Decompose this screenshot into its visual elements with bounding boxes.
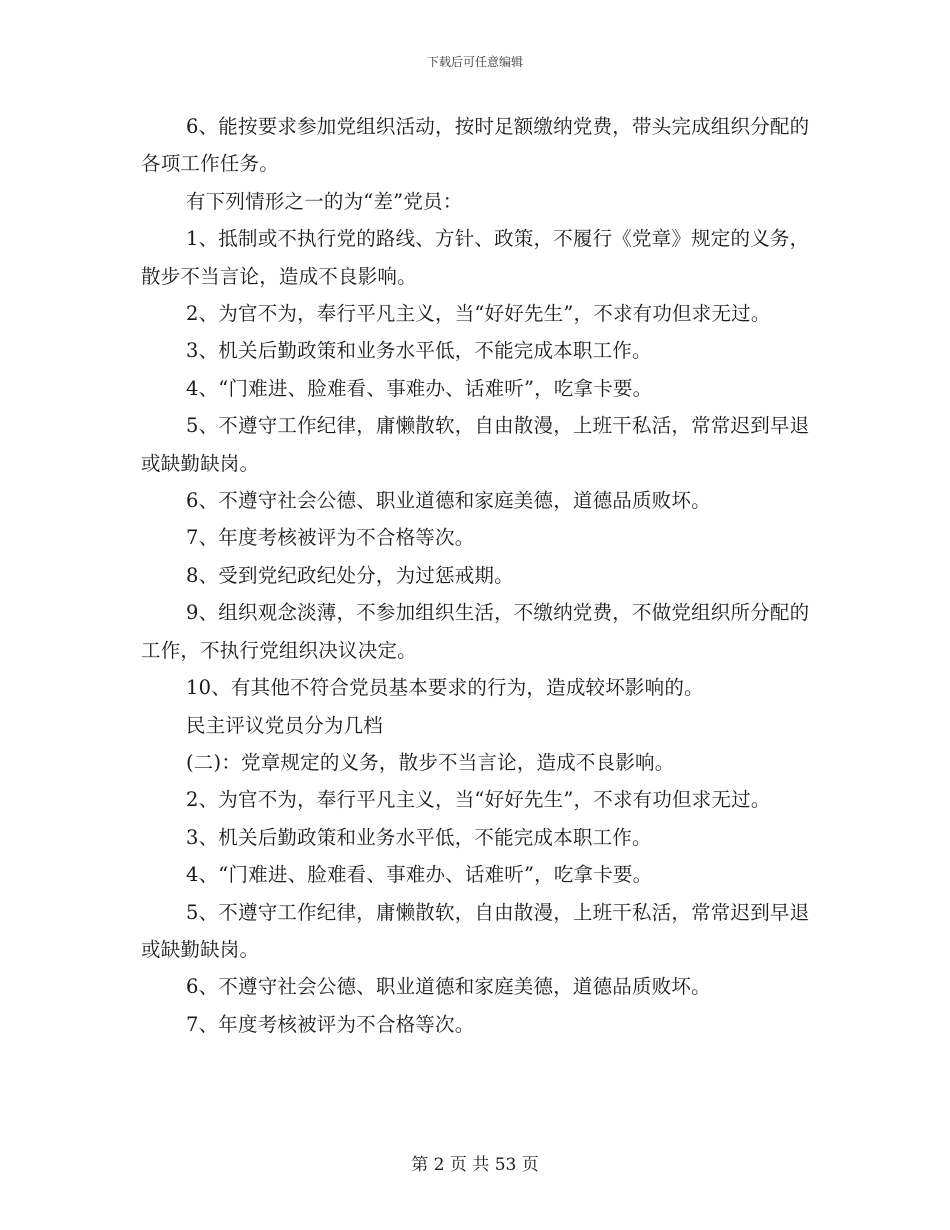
paragraph: 1、抵制或不执行党的路线、方针、政策，不履行《党章》规定的义务，散步不当言论，造成不良影响。: [141, 227, 810, 288]
paragraph: 3、机关后勤政策和业务水平低，不能完成本职工作。: [186, 339, 652, 363]
header-note: 下载后可任意编辑: [426, 55, 523, 69]
paragraph: 6、不遵守社会公德、职业道德和家庭美德，道德品质败坏。: [186, 489, 711, 513]
paragraph: 6、能按要求参加党组织活动，按时足额缴纳党费，带头完成组织分配的各项工作任务。: [141, 115, 810, 176]
page-number: 第 2 页 共 53 页: [411, 1155, 539, 1175]
paragraph: 3、机关后勤政策和业务水平低，不能完成本职工作。: [186, 825, 652, 849]
paragraph: 有下列情形之一的为“差”党员：: [186, 189, 463, 213]
paragraph: 5、不遵守工作纪律，庸懒散软，自由散漫，上班干私活，常常迟到早退或缺勤缺岗。: [141, 900, 810, 961]
paragraph: 7、年度考核被评为不合格等次。: [186, 1012, 475, 1036]
paragraph: 10、有其他不符合党员基本要求的行为，造成较坏影响的。: [186, 676, 704, 700]
paragraph: 4、“门难进、脸难看、事难办、话难听”，吃拿卡要。: [186, 863, 653, 887]
paragraph: 2、为官不为，奉行平凡主义，当“好好先生”，不求有功但求无过。: [186, 788, 771, 812]
paragraph: 8、受到党纪政纪处分，为过惩戒期。: [186, 563, 514, 587]
paragraph: 民主评议党员分为几档: [186, 713, 384, 737]
paragraph: 2、为官不为，奉行平凡主义，当“好好先生”，不求有功但求无过。: [186, 302, 771, 326]
paragraph: 9、组织观念淡薄，不参加组织生活，不缴纳党费，不做党组织所分配的工作，不执行党组织决议决定。: [141, 601, 810, 662]
paragraph: 4、“门难进、脸难看、事难办、话难听”，吃拿卡要。: [186, 376, 653, 400]
paragraph: 5、不遵守工作纪律，庸懒散软，自由散漫，上班干私活，常常迟到早退或缺勤缺岗。: [141, 414, 810, 475]
paragraph: 6、不遵守社会公德、职业道德和家庭美德，道德品质败坏。: [186, 975, 711, 999]
document-body: [141, 108, 811, 1043]
paragraph: 7、年度考核被评为不合格等次。: [186, 526, 475, 550]
paragraph: (二)：党章规定的义务，散步不当言论，造成不良影响。: [186, 750, 675, 774]
